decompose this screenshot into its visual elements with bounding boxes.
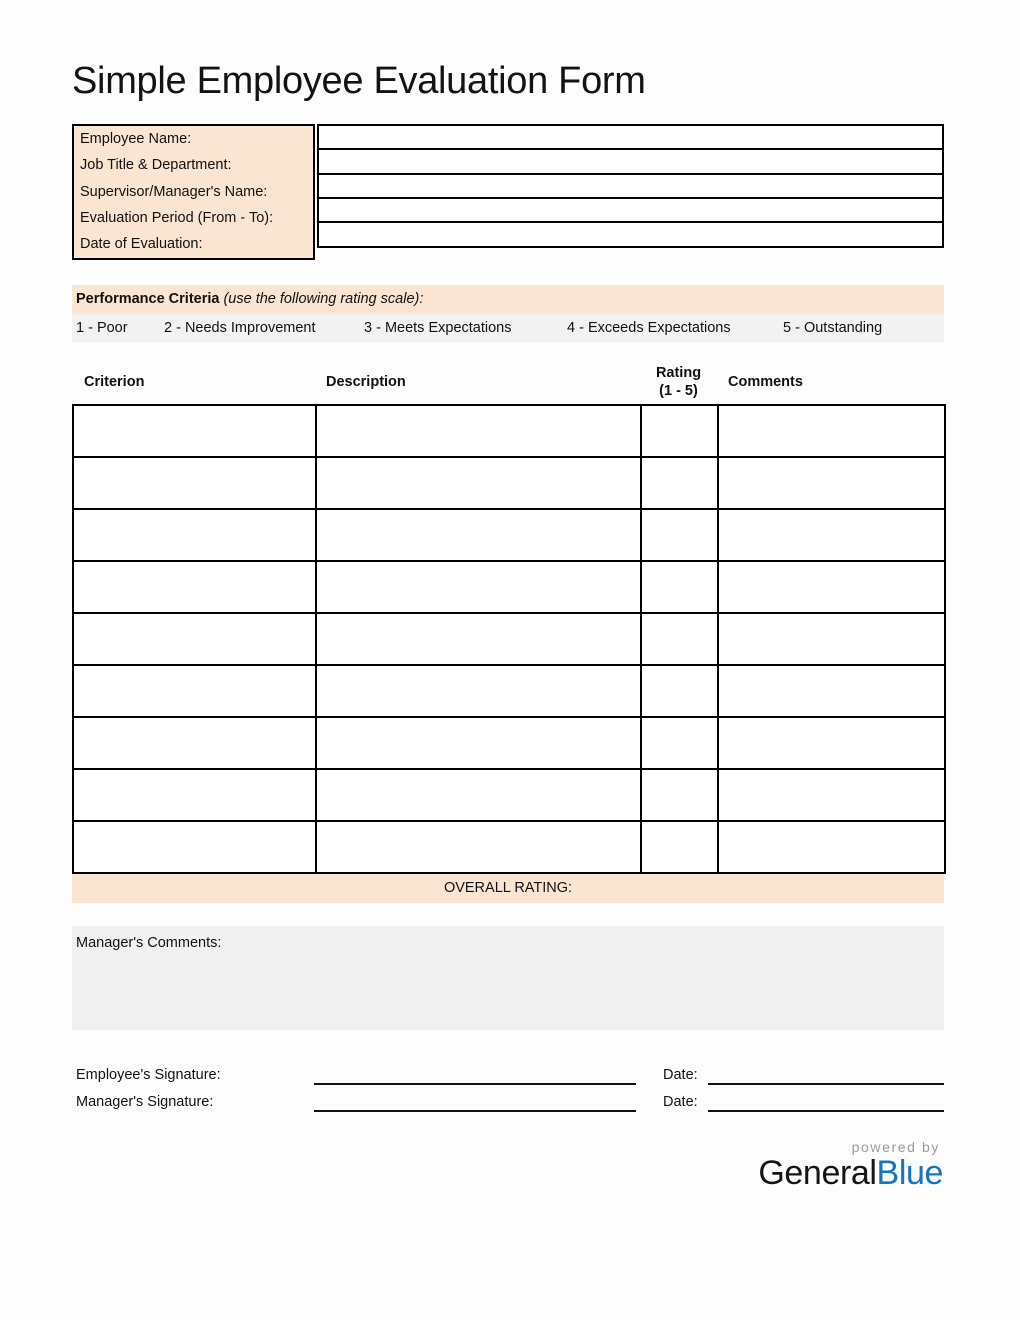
criteria-table-header: [72, 362, 944, 404]
page-title: Simple Employee Evaluation Form: [72, 60, 646, 102]
signature-area: [72, 1058, 944, 1112]
logo-wordmark: [72, 1154, 943, 1192]
column-header-rating-line1: Rating: [655, 364, 702, 381]
table-row: [73, 665, 945, 717]
rating-scale-item-1: 1 - Poor: [76, 319, 128, 336]
performance-criteria-note: (use the following rating scale):: [219, 290, 424, 307]
logo-word-general: General: [758, 1153, 877, 1192]
column-header-description: Description: [326, 373, 406, 390]
cell-description[interactable]: [316, 509, 641, 561]
supervisor-manager-name-field[interactable]: [317, 173, 944, 199]
column-header-rating: [640, 362, 717, 400]
rating-scale-item-4: 4 - Exceeds Expectations: [567, 319, 731, 336]
info-label-evaluation-period: Evaluation Period (From - To):: [80, 210, 274, 227]
rating-scale-item-2: 2 - Needs Improvement: [164, 319, 316, 336]
column-header-rating-line2: (1 - 5): [659, 382, 698, 399]
rating-scale-item-5: 5 - Outstanding: [783, 319, 883, 336]
cell-rating[interactable]: [641, 509, 718, 561]
cell-criterion[interactable]: [73, 769, 316, 821]
cell-rating[interactable]: [641, 821, 718, 873]
cell-rating[interactable]: [641, 561, 718, 613]
cell-description[interactable]: [316, 405, 641, 457]
logo-word-blue: Blue: [876, 1153, 943, 1192]
logo-powered-by-text: powered by: [851, 1138, 940, 1155]
generalblue-logo: [72, 1140, 944, 1192]
cell-criterion[interactable]: [73, 405, 316, 457]
manager-signature-date-label: Date:: [663, 1093, 698, 1110]
performance-criteria-heading: Performance Criteria: [76, 290, 220, 307]
cell-rating[interactable]: [641, 405, 718, 457]
manager-signature-row: [72, 1085, 944, 1112]
cell-rating[interactable]: [641, 457, 718, 509]
info-label-employee-name: Employee Name:: [80, 130, 192, 147]
manager-comments-label: Manager's Comments:: [76, 934, 222, 951]
column-header-criterion: Criterion: [84, 373, 145, 390]
cell-rating[interactable]: [641, 613, 718, 665]
rating-scale-row: [72, 314, 944, 342]
criteria-table: [72, 404, 946, 874]
employee-signature-row: [72, 1058, 944, 1085]
cell-comments[interactable]: [718, 613, 945, 665]
cell-comments[interactable]: [718, 457, 945, 509]
cell-comments[interactable]: [718, 769, 945, 821]
cell-description[interactable]: [316, 769, 641, 821]
overall-rating-band[interactable]: [72, 874, 944, 903]
cell-criterion[interactable]: [73, 509, 316, 561]
employee-signature-field[interactable]: [314, 1063, 636, 1085]
cell-description[interactable]: [316, 613, 641, 665]
table-row: [73, 717, 945, 769]
cell-rating[interactable]: [641, 665, 718, 717]
manager-signature-label: Manager's Signature:: [76, 1093, 214, 1110]
cell-criterion[interactable]: [73, 561, 316, 613]
info-label-supervisor-manager-name: Supervisor/Manager's Name:: [80, 183, 268, 200]
employee-signature-label: Employee's Signature:: [76, 1066, 221, 1083]
evaluation-period-field[interactable]: [317, 197, 944, 223]
table-row: [73, 457, 945, 509]
cell-criterion[interactable]: [73, 665, 316, 717]
column-header-comments: Comments: [728, 373, 803, 390]
criteria-table-body: [73, 405, 945, 873]
employee-signature-date-label: Date:: [663, 1066, 698, 1083]
overall-rating-label: OVERALL RATING:: [443, 879, 573, 896]
cell-rating[interactable]: [641, 717, 718, 769]
cell-criterion[interactable]: [73, 717, 316, 769]
date-of-evaluation-field[interactable]: [317, 221, 944, 247]
cell-description[interactable]: [316, 717, 641, 769]
cell-description[interactable]: [316, 457, 641, 509]
info-label-job-title-department: Job Title & Department:: [80, 157, 232, 174]
table-row: [73, 561, 945, 613]
cell-comments[interactable]: [718, 561, 945, 613]
table-row: [73, 769, 945, 821]
cell-description[interactable]: [316, 561, 641, 613]
cell-comments[interactable]: [718, 405, 945, 457]
employee-info-block: [72, 124, 944, 260]
table-row: [73, 821, 945, 873]
cell-comments[interactable]: [718, 821, 945, 873]
cell-comments[interactable]: [718, 717, 945, 769]
manager-comments-box[interactable]: [72, 926, 944, 1030]
employee-signature-date-field[interactable]: [708, 1063, 944, 1085]
manager-signature-date-field[interactable]: [708, 1090, 944, 1112]
employee-name-field[interactable]: [317, 124, 944, 150]
table-row: [73, 613, 945, 665]
cell-criterion[interactable]: [73, 613, 316, 665]
table-row: [73, 405, 945, 457]
cell-comments[interactable]: [718, 509, 945, 561]
manager-signature-field[interactable]: [314, 1090, 636, 1112]
cell-criterion[interactable]: [73, 821, 316, 873]
performance-criteria-banner: [72, 285, 944, 314]
cell-description[interactable]: [316, 821, 641, 873]
employee-info-fields: [317, 124, 944, 260]
table-row: [73, 509, 945, 561]
cell-criterion[interactable]: [73, 457, 316, 509]
cell-rating[interactable]: [641, 769, 718, 821]
rating-scale-item-3: 3 - Meets Expectations: [364, 319, 512, 336]
cell-comments[interactable]: [718, 665, 945, 717]
form-sheet: [72, 0, 944, 1192]
cell-description[interactable]: [316, 665, 641, 717]
job-title-department-field[interactable]: [317, 148, 944, 174]
info-label-date-of-evaluation: Date of Evaluation:: [80, 236, 203, 253]
employee-info-labels: [72, 124, 315, 260]
